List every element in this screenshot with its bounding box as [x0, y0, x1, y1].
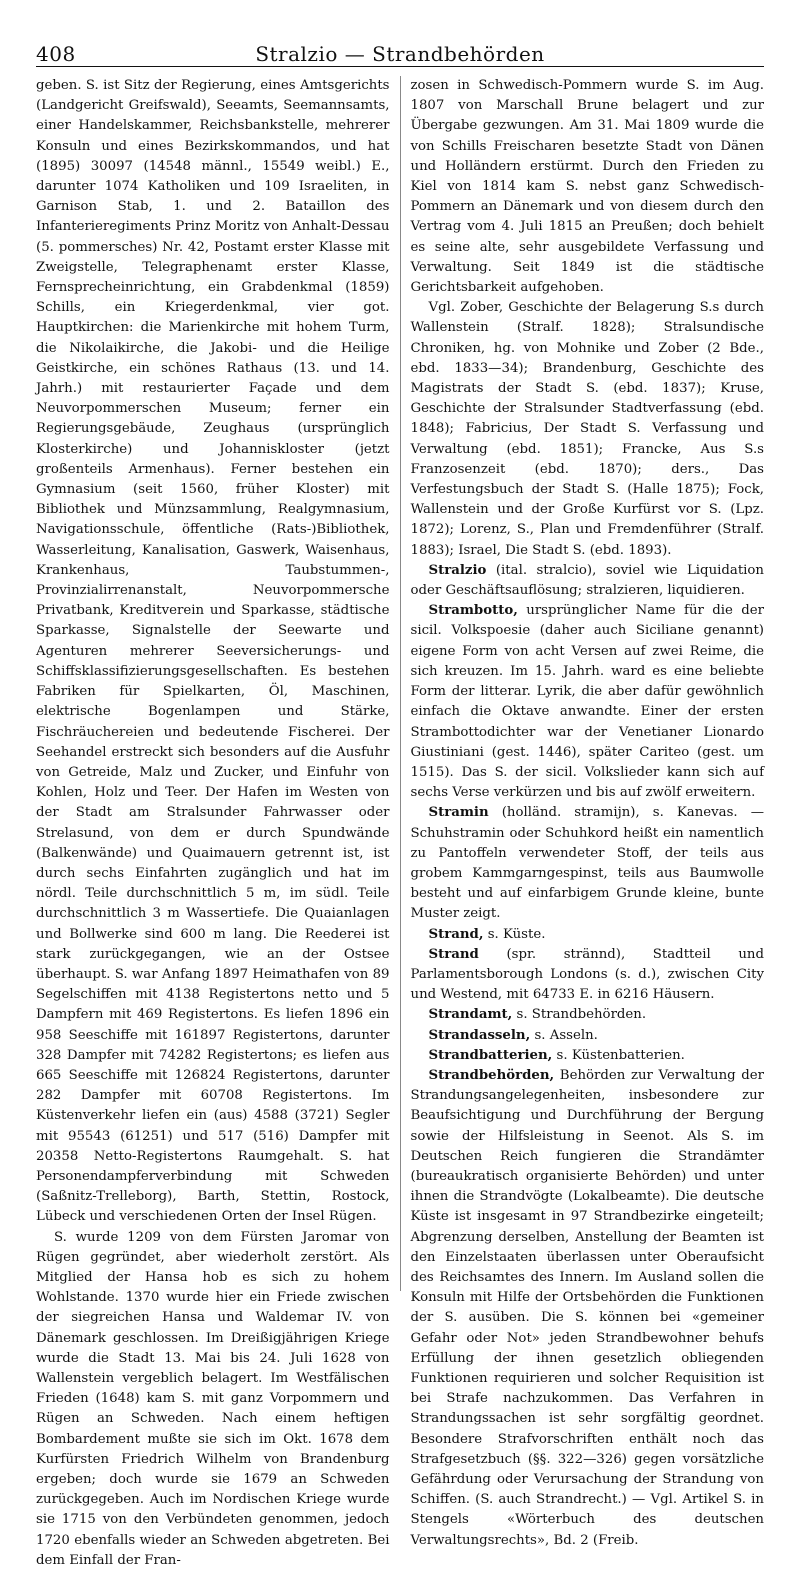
entry-headword: Strandasseln,: [428, 1027, 531, 1043]
page-header: [36, 36, 764, 66]
entry-strambotto: [411, 601, 765, 803]
entry-body: (spr. strännd), Stadtteil und Parlamentsborough Londons (s. d.), zwischen City und Westend, mit 64733 E. in 6216 Häusern.: [410, 946, 764, 1003]
entry-strand-london: [411, 945, 765, 1006]
entry-body: s. Küste.: [483, 926, 546, 942]
entry-headword: Strand: [428, 946, 479, 962]
left-column: [36, 76, 390, 1568]
entry-stralzio: [411, 561, 765, 601]
running-head: Stralzio — Strandbehörden: [255, 42, 545, 66]
stralsund-description: geben. S. ist Sitz der Regierung, eines Amtsgerichts (Landgericht Greifswald), Seeamts, Seemannsamts, einer Handelskammer, Reichsbankstelle, mehrerer Konsuln und eines Bezirkskommandos, und hat (1895) 30097 (14548 männl., 15549 weibl.) E., darunter 1074 Katholiken und 109 Israeliten, in Garnison Stab, 1. und 2. Bataillon des Infanterieregiments Prinz Moritz von Anhalt-Dessau (5. pommersches) Nr. 42, Postamt erster Klasse mit Zweigstelle, Telegraphenamt erster Klasse, Fernsprecheinrichtung, ein Grabdenkmal (1859) Schills, ein Kriegerdenkmal, vier got. Hauptkirchen: die Marienkirche mit hohem Turm, die Nikolaikirche, die Jakobi- und die Heilige Geistkirche, ein schönes Rathaus (13. und 14. Jahrh.) mit restaurierter Façade und dem Neuvorpommerschen Museum; ferner ein Regierungsgebäude, Zeughaus (ursprünglich Klosterkirche) und Johanniskloster (jetzt großenteils Armenhaus). Ferner bestehen ein Gymnasium (seit 1560, früher Kloster) mit Bibliothek und Münzsammlung, Realgymnasium, Navigationsschule, öffentliche (Rats-)Bibliothek, Wasserleitung, Kanalisation, Gaswerk, Waisenhaus, Krankenhaus, Taubstummen-, Provinzialirrenanstalt, Neuvorpommersche Privatbank, Kreditverein und Sparkasse, städtische Sparkasse, Signalstelle der Seewarte und Agenturen mehrerer Seeversicherungs- und Schiffsklassifizierungsgesellschaften. Es bestehen Fabriken für Spielkarten, Öl, Maschinen, elektrische Bogenlampen und Stärke, Fischräuchereien und bedeutende Fischerei. Der Seehandel erstreckt sich besonders auf die Ausfuhr von Getreide, Malz und Zucker, und Einfuhr von Kohlen, Holz und Teer. Der Hafen im Westen von der Stadt am Stralsunder Fahrwasser oder Strelasund, von dem er durch Spundwände (Balkenwände) und Quaimauern getrennt ist, ist durch sechs Einfahrten zugänglich und hat im nördl. Teile durchschnittlich 5 m, im südl. Teile durchschnittlich 3 m Wassertiefe. Die Quaianlagen und Bollwerke sind 600 m lang. Die Reederei ist stark zurückgegangen, wie an der Ostsee überhaupt. S. war Anfang 1897 Heimathafen von 89 Segelschiffen mit 4138 Registertons netto und 5 Dampfern mit 469 Registertons. Es liefen 1896 ein 958 Seeschiffe mit 161897 Registertons, darunter 328 Dampfer mit 74282 Registertons; es liefen aus 665 Seeschiffe mit 126824 Registertons, darunter 282 Dampfer mit 60708 Registertons. Im Küstenverkehr liefen ein (aus) 4588 (3721) Segler mit 95543 (61251) und 517 (516) Dampfer mit 20358 Netto-Registertons Raumgehalt. S. hat Personendampferverbindung mit Schweden (Saßnitz-Trelleborg), Barth, Stettin, Rostock, Lübeck und verschiedenen Orten der Insel Rügen.: [36, 78, 390, 1225]
entry-headword: Strambotto,: [428, 603, 518, 619]
entry-headword: Stralzio: [428, 562, 487, 578]
entry-body: s. Strandbehörden.: [512, 1007, 647, 1023]
entry-headword: Stramin: [428, 805, 489, 821]
text-columns: [36, 76, 764, 1568]
stralsund-bibliography: Vgl. Zober, Geschichte der Belagerung S.s durch Wallenstein (Stralf. 1828); Stralsundische Chroniken, hg. von Mohnike und Zober (2 Bde., ebd. 1833—34); Brandenburg, Geschichte des Magistrats der Stadt S. (ebd. 1837); Kruse, Geschichte der Stralsunder Stadtverfassung (ebd. 1848); Fabricius, Der Stadt S. Verfassung und Verwaltung (ebd. 1851); Francke, Aus S.s Franzosenzeit (ebd. 1870); ders., Das Verfestungsbuch der Stadt S. (Halle 1875); Fock, Wallenstein und der Große Kurfürst vor S. (Lpz. 1872); Lorenz, S., Plan und Fremdenführer (Stralf. 1883); Israel, Die Stadt S. (ebd. 1893).: [410, 300, 764, 558]
entry-body: (holländ. stramijn), s. Kanevas. — Schuhstramin oder Schuhkord heißt ein namentlich zu Pantoffeln verwendeter Stoff, der teils aus grobem Kammgarngespinst, teils aus Baumwolle besteht und auf einfarbigem Grunde kleine, bunte Muster zeigt.: [410, 805, 764, 922]
entry-stramin: [411, 803, 765, 924]
entry-body: s. Asseln.: [530, 1027, 598, 1043]
entry-headword: Strand,: [428, 926, 484, 942]
entry-strandbatterien: [411, 1046, 765, 1066]
entry-strandamt: [411, 1005, 765, 1025]
right-column: [410, 76, 765, 1548]
entry-strandbehoerden: [411, 1066, 765, 1551]
entry-body: s. Küstenbatterien.: [552, 1047, 685, 1063]
entry-headword: Strandbehörden,: [428, 1067, 555, 1083]
entry-strand-kueste: [411, 925, 765, 945]
column-rule: [400, 76, 401, 1291]
stralsund-history: S. wurde 1209 von dem Fürsten Jaromar von Rügen gegründet, aber wiederholt zerstört. Als Mitglied der Hansa hob es sich zu hohem Wohlstande. 1370 wurde hier ein Friede zwischen der siegreichen Hansa und Waldemar IV. von Dänemark geschlossen. Im Dreißigjährigen Kriege wurde die Stadt 13. Mai bis 24. Juli 1628 von Wallenstein vergeblich belagert. Im Westfälischen Frieden (1648) kam S. mit ganz Vorpommern und Rügen an Schweden. Nach einem heftigen Bombardement mußte sie sich im Okt. 1678 dem Kurfürsten Friedrich Wilhelm von Brandenburg ergeben; doch wurde sie 1679 an Schweden zurückgegeben. Auch im Nordischen Kriege wurde sie 1715 von den Verbündeten genommen, jedoch 1720 ebenfalls wieder an Schweden abgetreten. Bei dem Einfall der Fran-: [36, 1229, 390, 1568]
entry-body: (ital. stralcio), soviel wie Liquidation oder Geschäftsauflösung; stralzieren, liquidieren.: [410, 562, 764, 599]
header-rule: [36, 66, 764, 67]
entry-body: Behörden zur Verwaltung der Strandungsangelegenheiten, insbesondere zur Beaufsichtigung und Durchführung der Bergung sowie der Hilfsleistung in Seenot. Als S. im Deutschen Reich fungieren die Strandämter (bureaukratisch organisierte Behörden) und unter ihnen die Strandvögte (Lokalbeamte). Die deutsche Küste ist insgesamt in 97 Strandbezirke eingeteilt; Abgrenzung derselben, Anstellung der Beamten ist den Einzelstaaten überlassen unter Oberaufsicht des Reichsamtes des Innern. Im Ausland sollen die Konsuln mit Hilfe der Ortsbehörden die Funktionen der S. ausüben. Die S. können bei «gemeiner Gefahr oder Not» jeden Strandbewohner behufs Erfüllung der ihnen gesetzlich obliegenden Funktionen requirieren und solcher Requisition ist bei Strafe nachzukommen. Das Verfahren in Strandungssachen ist sehr sorgfältig geordnet. Besondere Strafvorschriften enthält noch das Strafgesetzbuch (§§. 322—326) gegen vorsätzliche Gefährdung oder Verursachung der Strandung von Schiffen. (S. auch Strandrecht.) — Vgl. Artikel S. in Stengels «Wörterbuch des deutschen Verwaltungsrechts», Bd. 2 (Freib.: [410, 1067, 764, 1548]
page-number: 408: [36, 42, 76, 66]
entry-headword: Strandbatterien,: [428, 1047, 553, 1063]
entry-headword: Strandamt,: [428, 1007, 513, 1023]
stralsund-history-continued: zosen in Schwedisch-Pommern wurde S. im Aug. 1807 von Marschall Brune belagert und zur Übergabe gezwungen. Am 31. Mai 1809 wurde die von Schills Freischaren besetzte Stadt von Dänen und Holländern erstürmt. Durch den Frieden zu Kiel von 1814 kam S. nebst ganz Schwedisch-Pommern an Dänemark und von diesem durch den Vertrag vom 4. Juli 1815 an Preußen; doch behielt es seine alte, sehr ausgebildete Verfassung und Verwaltung. Seit 1849 ist die städtische Gerichtsbarkeit aufgehoben.: [410, 78, 764, 296]
entry-strandasseln: [411, 1026, 765, 1046]
entry-body: ursprünglicher Name für die der sicil. Volkspoesie (daher auch Siciliane genannt) eigene Form von acht Versen auf zwei Reime, die sich kreuzen. Im 15. Jahrh. ward es eine beliebte Form der litterar. Lyrik, die aber dafür gewöhnlich einfach die Oktave anwandte. Einer der ersten Strambottodichter war der Venetianer Lionardo Giustiniani (gest. 1446), später Cariteo (gest. um 1515). Das S. der sicil. Volkslieder kann sich auf sechs Verse verkürzen und bis auf zwölf erweitern.: [410, 603, 764, 801]
